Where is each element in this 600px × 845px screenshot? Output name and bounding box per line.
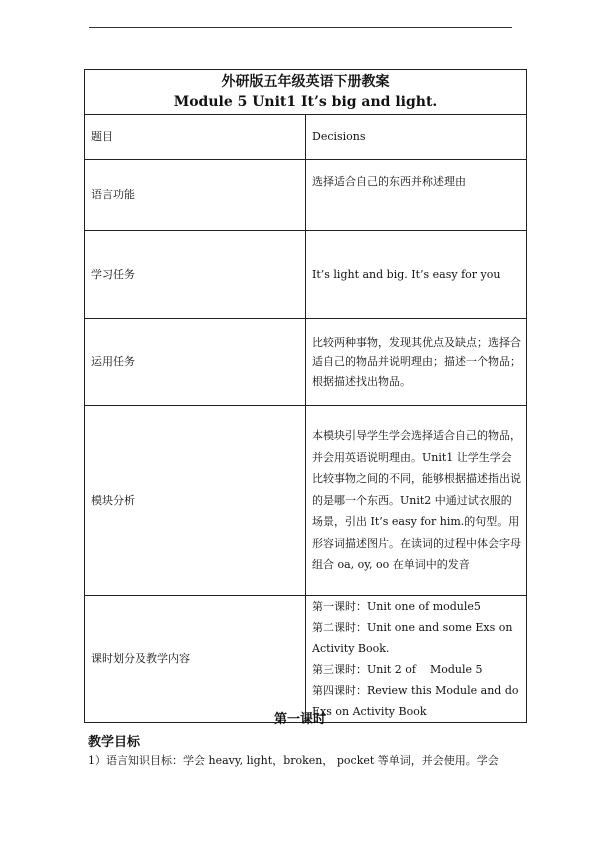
lessons-list <box>306 596 527 723</box>
row-label: 课时划分及教学内容 <box>85 596 306 723</box>
row-label: 运用任务 <box>85 319 306 406</box>
table-row-language-function <box>85 160 527 231</box>
goal-heading: 教学目标 <box>88 735 141 750</box>
title-english: Module 5 Unit1 It’s big and light. <box>173 94 438 110</box>
row-label: 语言功能 <box>85 160 306 231</box>
row-label: 题目 <box>85 115 306 160</box>
row-value: Decisions <box>306 115 527 160</box>
row-value: It’s light and big. It’s easy for you <box>306 231 527 319</box>
row-value: 选择适合自己的东西并称述理由 <box>306 160 527 231</box>
section-heading: 第一课时 <box>273 712 326 727</box>
title-chinese: 外研版五年级英语下册教案 <box>221 74 390 90</box>
goal-line: 1）语言知识目标：学会 heavy, light，broken， pocket 等单词，并会使用。学会 <box>88 754 499 767</box>
row-label: 学习任务 <box>85 231 306 319</box>
title-row <box>85 70 527 115</box>
title-cell <box>85 70 527 115</box>
table-row-learning-task <box>85 231 527 319</box>
lesson-item: 第三课时：Unit 2 of Module 5 <box>312 663 483 676</box>
row-value: 比较两种事物，发现其优点及缺点；选择合适自己的物品并说明理由；描述一个物品；根据描述找出物品。 <box>306 319 527 406</box>
table-row-application-task <box>85 319 527 406</box>
header-rule <box>89 27 512 28</box>
lesson-plan-table <box>84 69 527 723</box>
row-label: 模块分析 <box>85 406 306 596</box>
lesson-item: 第一课时：Unit one of module5 <box>312 600 481 613</box>
table-row-module-analysis <box>85 406 527 596</box>
lesson-item: 第四课时：Review this Module and do Exs on Activity Book <box>312 684 519 718</box>
table-row-topic <box>85 115 527 160</box>
row-value: 本模块引导学生学会选择适合自己的物品，并会用英语说明理由。Unit1 让学生学会比较事物之间的不同，能够根据描述指出说的是哪一个东西。Unit2 中通过试衣服的场景，引出 It’s easy for him.的句型。用形容词描述图片。在读词的过程中体会字母组合 oa, oy, oo 在单词中的发音 <box>306 406 527 596</box>
table-row-lessons <box>85 596 527 723</box>
lesson-item: 第二课时：Unit one and some Exs on Activity Book. <box>312 621 513 655</box>
